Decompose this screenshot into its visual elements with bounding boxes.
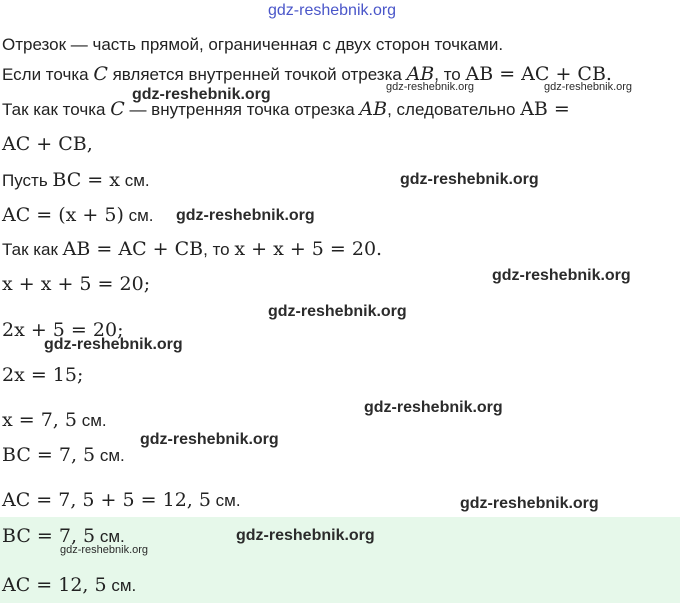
bc-unit: см. bbox=[95, 446, 125, 465]
equation-step-3: 2x = 15; bbox=[2, 364, 84, 386]
watermark: gdz-reshebnik.org bbox=[132, 86, 271, 103]
since-text-1: Так как bbox=[2, 240, 63, 259]
let-equation: BC = x bbox=[52, 169, 120, 191]
reasoning-text-3: , следовательно bbox=[387, 100, 521, 119]
reasoning-equation: AB = bbox=[520, 98, 570, 120]
equation-step-1: x + x + 5 = 20; bbox=[2, 273, 151, 295]
let-text: Пусть bbox=[2, 171, 53, 190]
rule-line bbox=[2, 63, 612, 86]
rule-text-2: является внутренней точкой отрезка bbox=[107, 65, 407, 84]
point-c: C bbox=[93, 63, 108, 85]
let-unit: см. bbox=[119, 171, 150, 190]
watermark: gdz-reshebnik.org bbox=[364, 399, 503, 416]
segment-ab: AB bbox=[406, 63, 435, 85]
x-result-line bbox=[2, 409, 107, 432]
watermark: gdz-reshebnik.org bbox=[60, 544, 149, 556]
ac-result: AC = 7, 5 + 5 = 12, 5 bbox=[2, 489, 211, 511]
x-unit: см. bbox=[76, 411, 107, 430]
watermark: gdz-reshebnik.org bbox=[460, 495, 599, 512]
rule-text-1: Если точка bbox=[2, 65, 94, 84]
ac-unit: см. bbox=[123, 206, 154, 225]
ac-result-line bbox=[2, 489, 241, 512]
watermark: gdz-reshebnik.org bbox=[544, 81, 633, 93]
watermark: gdz-reshebnik.org bbox=[386, 81, 475, 93]
point-c-2: C bbox=[110, 98, 125, 120]
watermark: gdz-reshebnik.org bbox=[140, 431, 279, 448]
reasoning-equation-cont: AC + CB, bbox=[2, 133, 93, 155]
ac-expression: AC = (x + 5) bbox=[2, 204, 124, 226]
since-equation-2: x + x + 5 = 20. bbox=[234, 238, 383, 260]
answer-bc-unit: см. bbox=[95, 527, 125, 546]
definition-line: Отрезок — часть прямой, ограниченная с двух сторон точками. bbox=[2, 35, 504, 54]
watermark: gdz-reshebnik.org bbox=[400, 171, 539, 188]
watermark: gdz-reshebnik.org bbox=[492, 267, 631, 284]
watermark: gdz-reshebnik.org bbox=[176, 207, 315, 224]
watermark: gdz-reshebnik.org bbox=[44, 336, 183, 353]
equation-step-2: 2x + 5 = 20; bbox=[2, 319, 124, 341]
watermark: gdz-reshebnik.org bbox=[236, 527, 375, 544]
watermark: gdz-reshebnik.org bbox=[268, 303, 407, 320]
answer-ac: AC = 12, 5 bbox=[2, 574, 107, 596]
since-equation-1: AB = AC + CB bbox=[62, 238, 204, 260]
let-line bbox=[2, 169, 150, 192]
segment-ab-2: AB bbox=[359, 98, 388, 120]
reasoning-text-1: Так как точка bbox=[2, 100, 111, 119]
ac-expression-line bbox=[2, 204, 154, 227]
bc-result: BC = 7, 5 bbox=[2, 444, 96, 466]
watermark-top[interactable]: gdz-reshebnik.org bbox=[268, 2, 397, 19]
rule-text-3: , то bbox=[434, 65, 466, 84]
since-text-2: , то bbox=[203, 240, 235, 259]
bc-result-line bbox=[2, 444, 125, 467]
rule-equation: AB = AC + CB. bbox=[465, 63, 612, 85]
ac-unit-2: см. bbox=[210, 491, 241, 510]
x-result: x = 7, 5 bbox=[2, 409, 77, 431]
answer-bc: BC = 7, 5 bbox=[2, 525, 96, 547]
answer-ac-line bbox=[2, 574, 136, 597]
reasoning-text-2: — внутренняя точка отрезка bbox=[124, 100, 360, 119]
reasoning-line bbox=[2, 98, 570, 121]
since-line bbox=[2, 238, 382, 261]
answer-ac-unit: см. bbox=[106, 576, 137, 595]
